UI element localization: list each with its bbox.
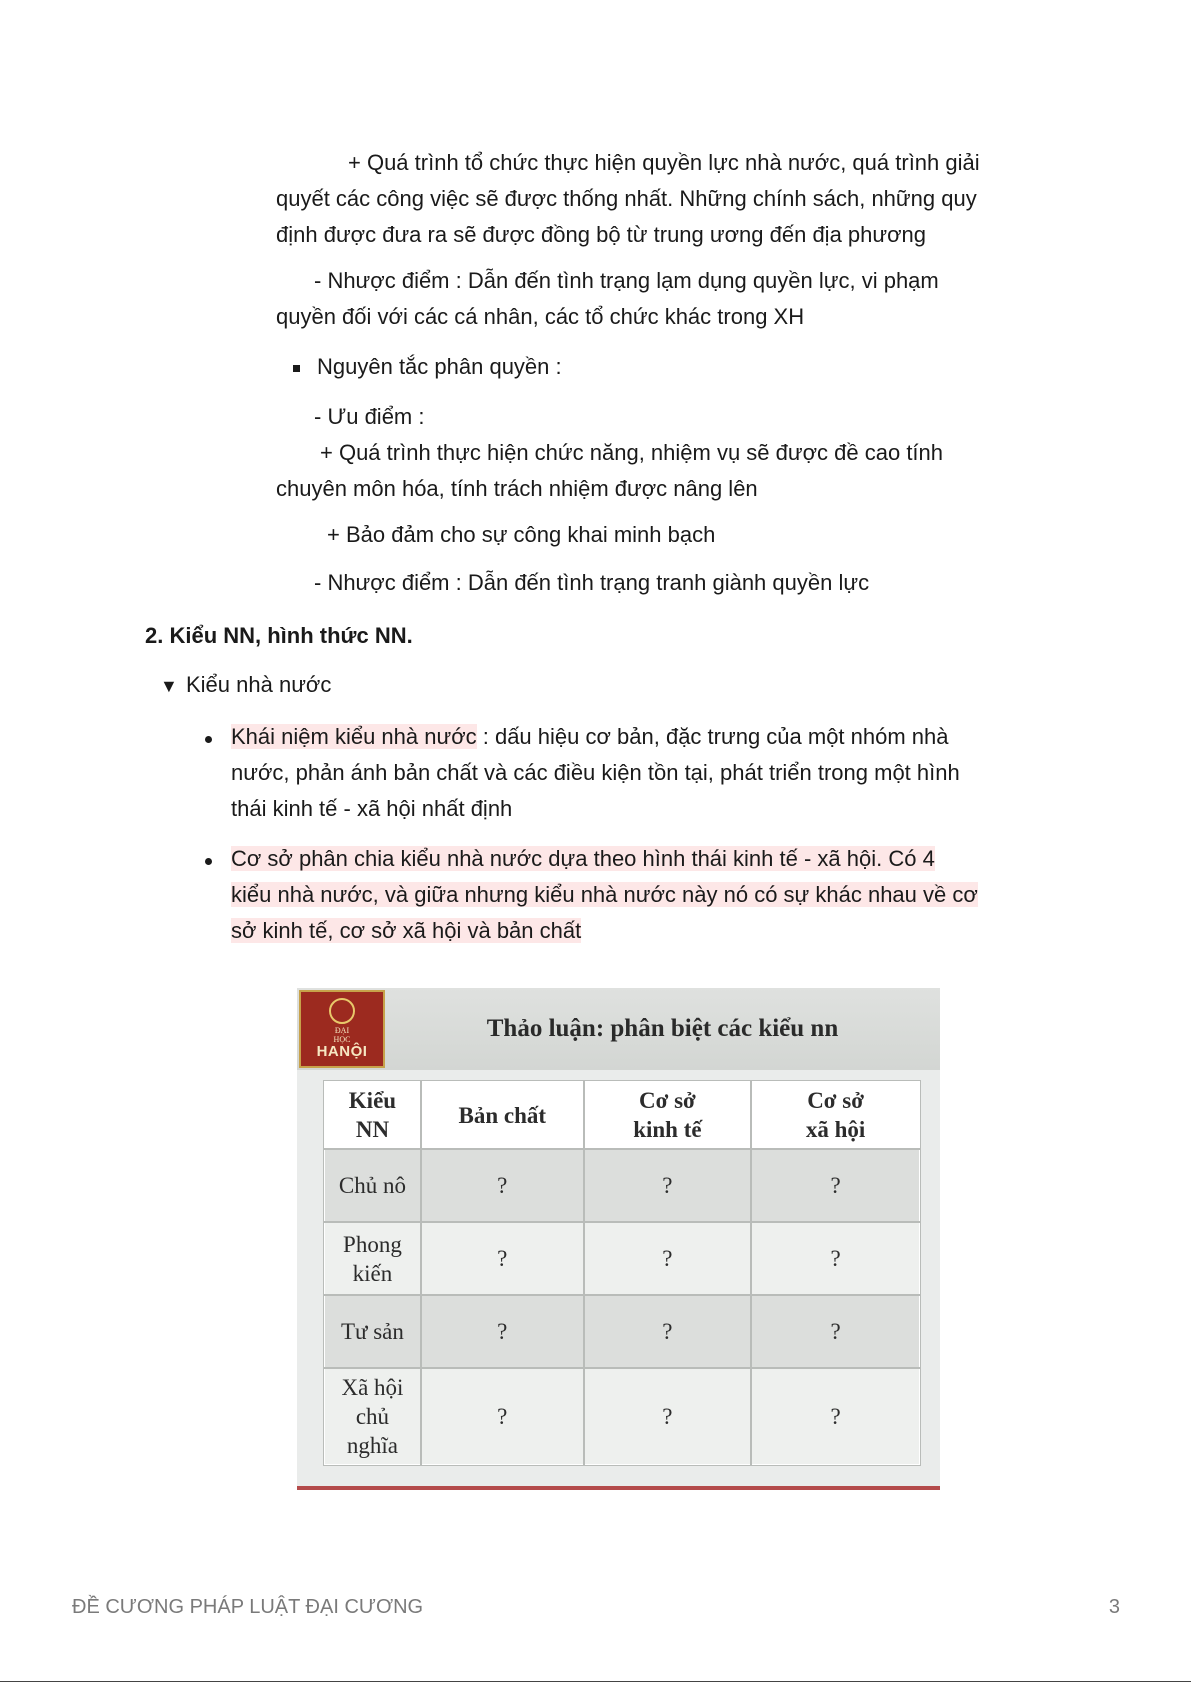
- header-economic-basis: [584, 1081, 752, 1149]
- bullet-definition-line3: thái kinh tế - xã hội nhất định: [231, 796, 513, 821]
- page-divider: [0, 1681, 1191, 1682]
- paragraph-disadvantage-1-line1: [276, 263, 1056, 299]
- disadvantage-2: - Nhược điểm : Dẫn đến tình trạng tranh giành quyền lực: [314, 570, 870, 595]
- table-row: [324, 1222, 920, 1295]
- square-bullet-icon: [293, 365, 300, 372]
- slide-title: Thảo luận: phân biệt các kiểu nn: [486, 1015, 839, 1042]
- section-heading: 2. Kiểu NN, hình thức NN.: [145, 623, 413, 648]
- table-row: [324, 1149, 920, 1222]
- emblem-icon: [329, 998, 355, 1024]
- bullet-dot-icon: [205, 858, 212, 865]
- table-cell: ?: [584, 1149, 752, 1222]
- text-run: : dấu hiệu cơ bản, đặc trưng của một nhóm nhà: [476, 724, 949, 749]
- text-line: + Quá trình tổ chức thực hiện quyền lực nhà nước, quá trình giải: [348, 150, 980, 175]
- table-header-row: [324, 1081, 920, 1149]
- row-label: [324, 1222, 421, 1295]
- header-text: xã hội: [805, 1117, 866, 1142]
- row-label: [324, 1368, 421, 1465]
- row-label: Tư sản: [324, 1295, 421, 1368]
- footer-page-number: 3: [1108, 1596, 1120, 1618]
- table-row: [324, 1295, 920, 1368]
- advantage-1-line2: chuyên môn hóa, tính trách nhiệm được nâng lên: [276, 476, 758, 501]
- highlight-term: Khái niệm kiểu nhà nước: [231, 724, 477, 749]
- row-label-text: Xã hội: [341, 1375, 404, 1400]
- paragraph-disadvantage-1-line2: quyền đối với các cá nhân, các tổ chức khác trong XH: [276, 304, 805, 329]
- bullet-basis-line1: [231, 841, 1056, 877]
- header-text: NN: [355, 1117, 390, 1142]
- highlight-text: sở kinh tế, cơ sở xã hội và bản chất: [231, 918, 582, 943]
- table-cell: ?: [751, 1149, 920, 1222]
- table-cell: ?: [751, 1295, 920, 1368]
- header-state-type: [324, 1081, 421, 1149]
- advantage-1-line1: [276, 435, 1056, 471]
- header-social-basis: [751, 1081, 920, 1149]
- table-cell: ?: [584, 1368, 752, 1465]
- state-types-table: [323, 1080, 921, 1466]
- university-logo: [299, 990, 385, 1068]
- separation-principle-title: Nguyên tắc phân quyền :: [317, 354, 562, 379]
- bullet-basis-line2: [231, 877, 1056, 913]
- table-cell: ?: [421, 1149, 584, 1222]
- discussion-slide-image: [297, 988, 940, 1490]
- bullet-dot-icon: [205, 736, 212, 743]
- advantage-label: - Ưu điểm :: [314, 404, 425, 429]
- row-label-text: kiến: [352, 1260, 393, 1286]
- paragraph-centralization-plus-line2: quyết các công việc sẽ được thống nhất. Những chính sách, những quy: [276, 186, 977, 211]
- table-cell: ?: [421, 1295, 584, 1368]
- table-cell: ?: [421, 1368, 584, 1465]
- header-text: kinh tế: [633, 1117, 702, 1142]
- bullet-basis-line3: [231, 913, 1056, 949]
- highlight-text: Cơ sở phân chia kiểu nhà nước dựa theo hình thái kinh tế - xã hội. Có 4: [231, 846, 935, 871]
- row-label-text: chủ: [355, 1404, 390, 1429]
- logo-big-text: HANỘI: [316, 1043, 368, 1060]
- text-line: + Quá trình thực hiện chức năng, nhiệm vụ sẽ được đề cao tính: [320, 440, 944, 465]
- toggle-state-type[interactable]: [160, 667, 331, 704]
- logo-small-text-2: HỌC: [333, 1035, 351, 1044]
- logo-small-text-1: ĐẠI: [334, 1026, 350, 1035]
- text-line: - Nhược điểm : Dẫn đến tình trạng lạm dụng quyền lực, vi phạm: [314, 268, 939, 293]
- header-nature: Bản chất: [421, 1081, 584, 1149]
- row-label-text: nghĩa: [346, 1433, 398, 1458]
- paragraph-centralization-plus-line3: định được đưa ra sẽ được đồng bộ từ trung ương đến địa phương: [276, 222, 927, 247]
- footer-document-title: ĐỀ CƯƠNG PHÁP LUẬT ĐẠI CƯƠNG: [72, 1596, 424, 1618]
- row-label: Chủ nô: [324, 1149, 421, 1222]
- row-label-text: Phong: [343, 1231, 402, 1257]
- table-cell: ?: [751, 1368, 920, 1465]
- header-text: Cơ sở: [807, 1088, 864, 1113]
- highlight-text: kiểu nhà nước, và giữa nhưng kiểu nhà nước này nó có sự khác nhau về cơ: [231, 882, 978, 907]
- table-cell: ?: [751, 1222, 920, 1295]
- toggle-label: Kiểu nhà nước: [186, 672, 332, 697]
- table-cell: ?: [584, 1295, 752, 1368]
- table-cell: ?: [584, 1222, 752, 1295]
- header-text: Cơ sở: [639, 1088, 696, 1113]
- table-row: [324, 1368, 920, 1465]
- table-cell: ?: [421, 1222, 584, 1295]
- triangle-down-icon[interactable]: ▼: [160, 676, 178, 696]
- bullet-definition-line2: nước, phản ánh bản chất và các điều kiện tồn tại, phát triển trong một hình: [231, 760, 960, 785]
- advantage-2: + Bảo đảm cho sự công khai minh bạch: [327, 522, 716, 547]
- paragraph-centralization-plus-line1: [276, 145, 1056, 181]
- header-text: Kiểu: [348, 1088, 397, 1113]
- bullet-definition-line1: [231, 719, 1056, 755]
